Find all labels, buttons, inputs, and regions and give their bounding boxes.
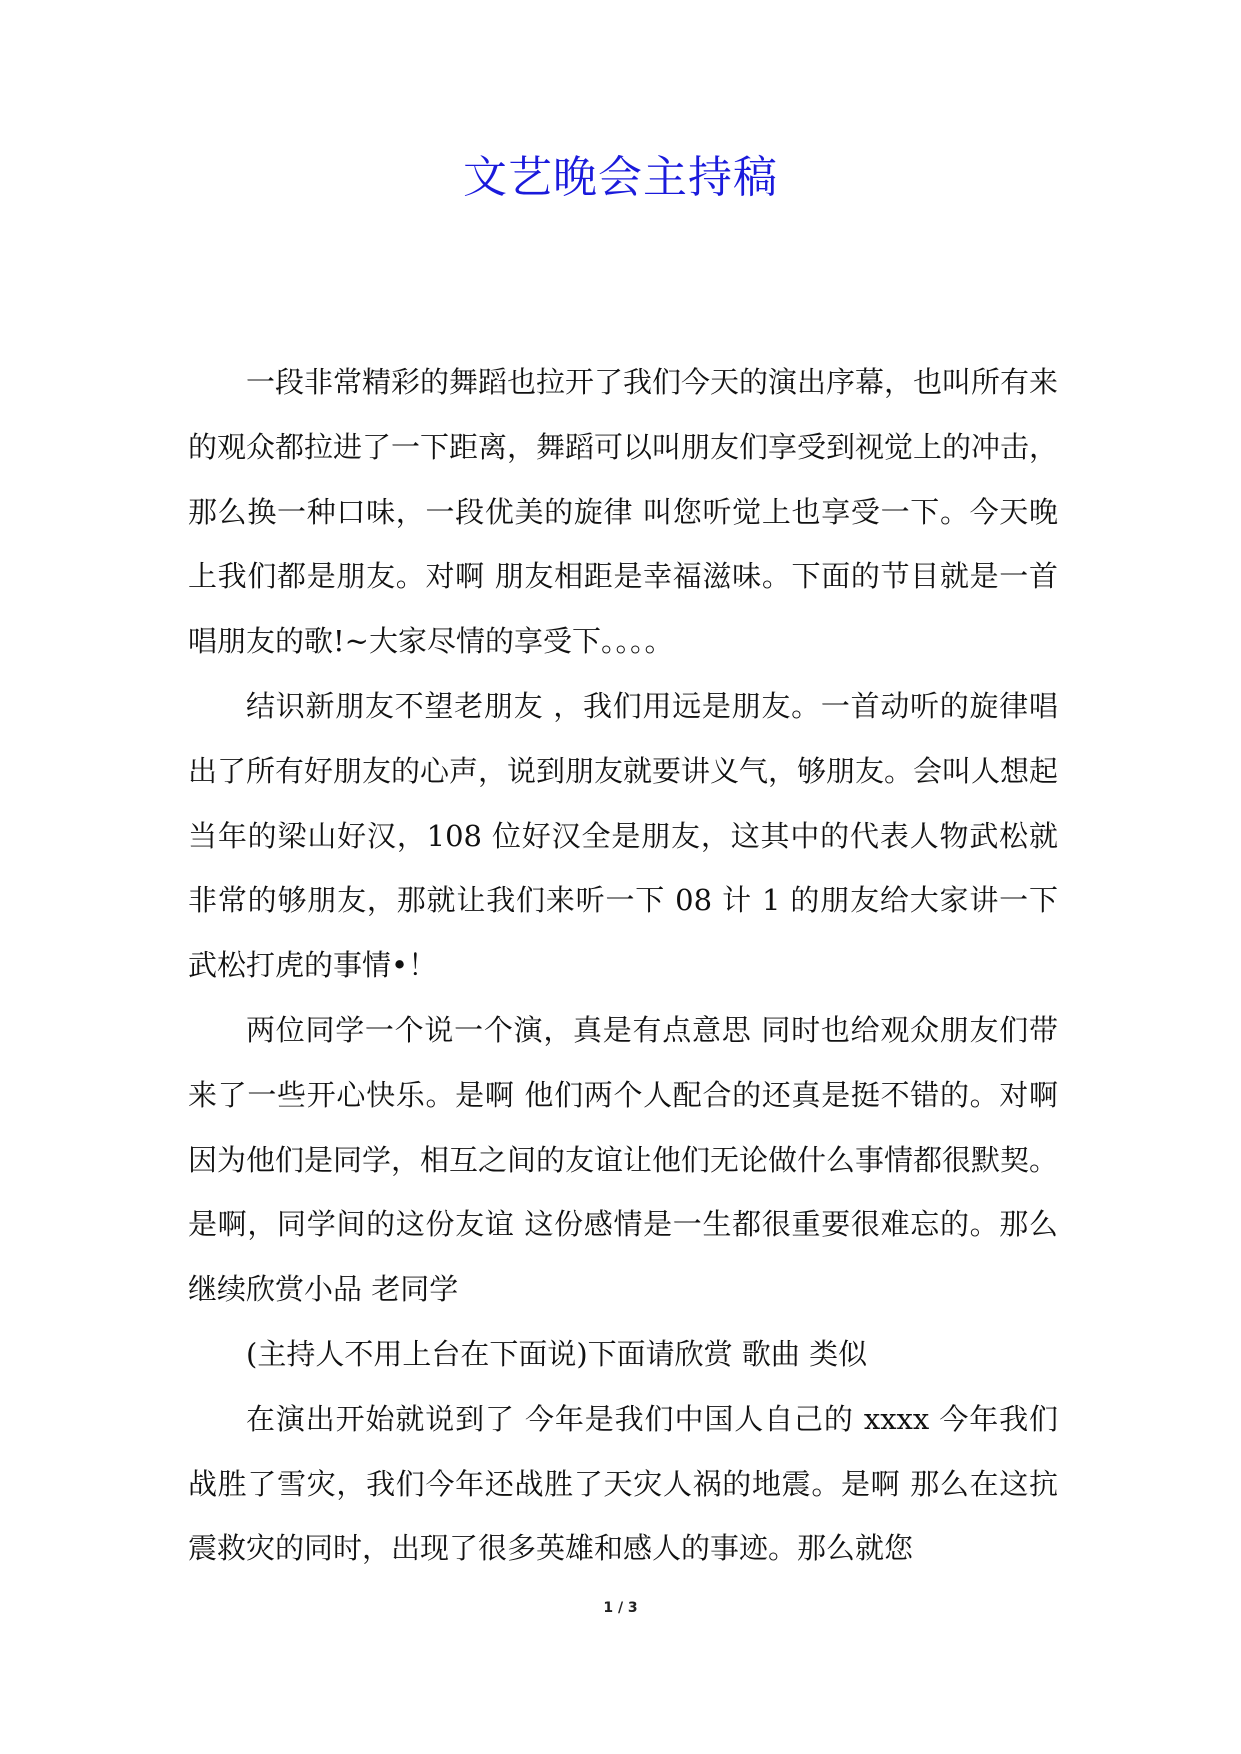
paragraph-2: 结识新朋友不望老朋友 ，我们用远是朋友。一首动听的旋律唱出了所有好朋友的心声，说到朋友就要讲义气，够朋友。会叫人想起当年的梁山好汉，108 位好汉全是朋友，这其中的代表人物武松就非常的够朋友，那就让我们来听一下 08 计 1 的朋友给大家讲一下武松打虎的事情•！ (188, 688, 1059, 983)
paragraph-3: 两位同学一个说一个演，真是有点意思 同时也给观众朋友们带来了一些开心快乐。是啊 他们两个人配合的还真是挺不错的。对啊 因为他们是同学，相互之间的友谊让他们无论做什么事情都很默契。是啊，同学间的这份友谊 这份感情是一生都很重要很难忘的。那么继续欣赏小品 老同学 (188, 1012, 1059, 1307)
paragraph-4: (主持人不用上台在下面说)下面请欣赏 歌曲 类似 (246, 1336, 868, 1371)
paragraph-5: 在演出开始就说到了 今年是我们中国人自己的 xxxx 今年我们战胜了雪灾，我们今年还战胜了天灾人祸的地震。是啊 那么在这抗震救灾的同时，出现了很多英雄和感人的事迹。那么就您 (188, 1401, 1058, 1566)
document-body (188, 350, 1058, 1581)
paragraph-1: 一段非常精彩的舞蹈也拉开了我们今天的演出序幕，也叫所有来的观众都拉进了一下距离，舞蹈可以叫朋友们享受到视觉上的冲击， 那么换一种口味，一段优美的旋律 叫您听觉上也享受一下。今天晚上我们都是朋友。对啊 朋友相距是幸福滋味。下面的节目就是一首唱朋友的歌!~大家尽情的享受下。。。。 (188, 365, 1059, 659)
document-title: 文艺晚会主持稿 (463, 152, 778, 203)
page-number: 1 / 3 (603, 1600, 638, 1616)
